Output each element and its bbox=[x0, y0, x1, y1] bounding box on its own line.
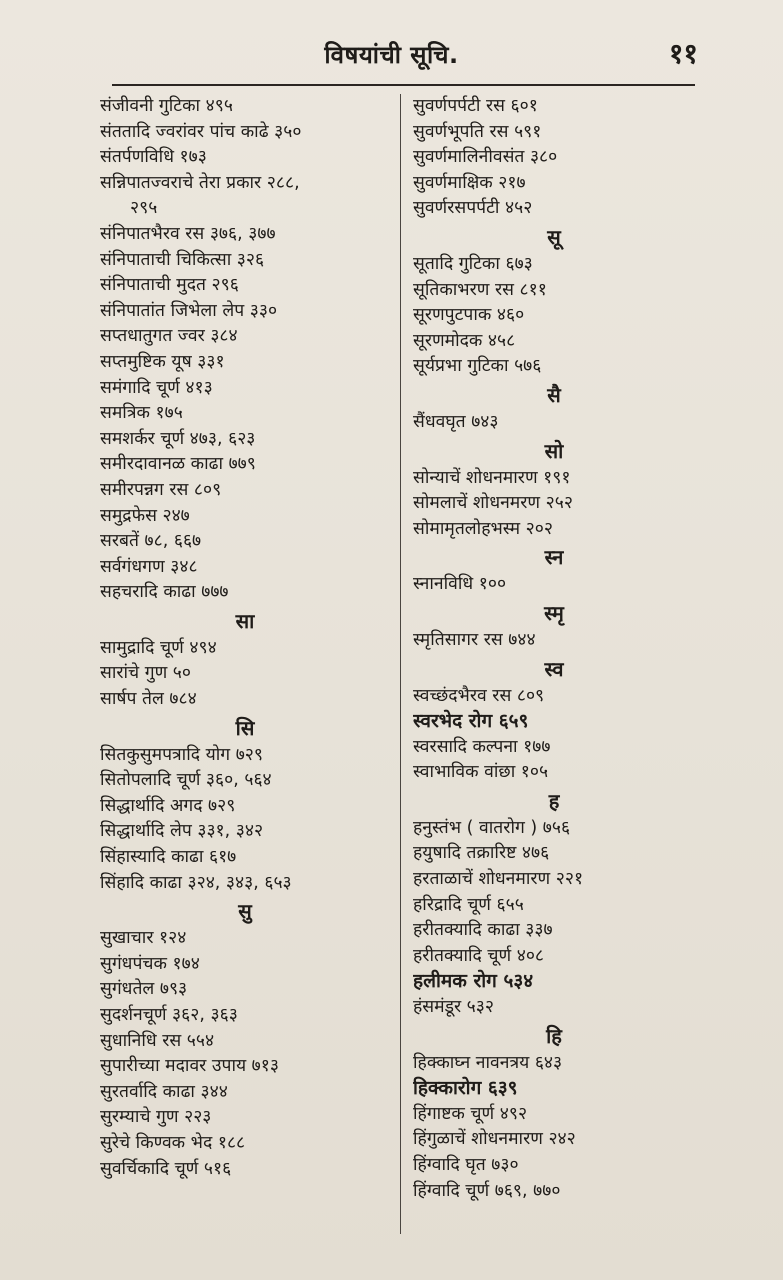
index-entry: हंसमंडूर ५३२ bbox=[413, 997, 494, 1018]
index-entry: समीरदावानळ काढा ७७९ bbox=[100, 454, 256, 475]
index-entry: सुपारीच्या मदावर उपाय ७१३ bbox=[100, 1056, 279, 1077]
index-entry: सामुद्रादि चूर्ण ४९४ bbox=[100, 637, 217, 658]
index-entry: सिद्धार्थादि लेप ३३१, ३४२ bbox=[100, 821, 264, 842]
right-column bbox=[413, 94, 695, 1204]
index-entry: सुवर्णरसपर्पटी ४५२ bbox=[413, 198, 533, 219]
index-entry: सूर्यप्रभा गुटिका ५७६ bbox=[413, 356, 542, 377]
index-entry: सुगंधपंचक १७४ bbox=[100, 953, 200, 974]
index-entry: सुवर्णपर्पटी रस ६०१ bbox=[413, 96, 538, 116]
index-entry: सितोपलादि चूर्ण ३६०, ५६४ bbox=[100, 770, 272, 791]
section-heading-smri: स्मृ bbox=[544, 600, 564, 625]
index-entry: समुद्रफेस २४७ bbox=[100, 505, 190, 526]
index-entry: हरीतक्यादि चूर्ण ४०८ bbox=[413, 945, 545, 966]
index-entry: सुवर्णमाक्षिक २१७ bbox=[413, 172, 526, 193]
index-entry: सुवर्णमालिनीवसंत ३८० bbox=[413, 147, 558, 168]
index-entry: समीरपन्नग रस ८०९ bbox=[100, 479, 222, 500]
index-entry: संनिपातांत जिभेला लेप ३३० bbox=[100, 300, 278, 321]
index-entry: स्नानविधि १०० bbox=[413, 574, 507, 595]
index-entry: सुरम्याचे गुण २२३ bbox=[100, 1107, 212, 1128]
section-heading-sna: स्न bbox=[544, 545, 564, 570]
index-entry: सुरेचे किण्वक भेद १८८ bbox=[100, 1132, 246, 1153]
index-entry: संजीवनी गुटिका ४९५ bbox=[100, 96, 233, 116]
page-number: ११ bbox=[668, 37, 698, 70]
index-entry: स्मृतिसागर रस ७४४ bbox=[413, 629, 536, 650]
index-entry: सन्निपातज्वराचे तेरा प्रकार २८८, bbox=[100, 172, 300, 193]
index-entry: सुरतर्वादि काढा ३४४ bbox=[100, 1081, 228, 1102]
index-entry: संततादि ज्वरांवर पांच काढे ३५० bbox=[100, 121, 302, 142]
index-entry: हिक्काघ्न नावनत्रय ६४३ bbox=[413, 1052, 563, 1073]
index-entry: सर्वगंधगण ३४८ bbox=[100, 556, 198, 577]
index-entry: हिंगुळाचें शोधनमारण २४२ bbox=[413, 1129, 576, 1150]
section-heading-sa: सा bbox=[235, 608, 255, 633]
index-entry: स्वच्छंदभैरव रस ८०९ bbox=[413, 685, 545, 706]
index-entry: हरिद्रादि चूर्ण ६५५ bbox=[413, 894, 524, 915]
index-entry: हिंगाष्टक चूर्ण ४९२ bbox=[413, 1103, 528, 1124]
section-heading-si: सि bbox=[235, 715, 255, 740]
section-heading-so: सो bbox=[544, 438, 564, 463]
index-entry: हिंग्वादि घृत ७३० bbox=[413, 1155, 519, 1175]
index-entry: सोन्याचें शोधनमारण १९१ bbox=[413, 467, 571, 488]
index-entry: सहचरादि काढा ७७७ bbox=[100, 582, 229, 603]
index-entry-bold: हिक्कारोग ६३९ bbox=[413, 1077, 518, 1100]
index-entry: स्वरसादि कल्पना १७७ bbox=[413, 736, 551, 757]
index-entry: संतर्पणविधि १७३ bbox=[100, 147, 207, 168]
index-entry: स्वाभाविक वांछा १०५ bbox=[413, 762, 549, 783]
index-entry: हरीतक्यादि काढा ३३७ bbox=[413, 920, 553, 941]
index-entry-bold: हलीमक रोग ५३४ bbox=[413, 970, 534, 993]
header-rule bbox=[112, 84, 695, 86]
index-entry: सुदर्शनचूर्ण ३६२, ३६३ bbox=[100, 1005, 238, 1025]
index-entry: सितकुसुमपत्रादि योग ७२९ bbox=[100, 744, 263, 765]
index-entry: समंगादि चूर्ण ४१३ bbox=[100, 377, 213, 398]
index-entry: संनिपाताची चिकित्सा ३२६ bbox=[100, 249, 265, 270]
index-entry: हिंग्वादि चूर्ण ७६९, ७७० bbox=[413, 1180, 561, 1201]
page-title: विषयांची सूचि. bbox=[324, 41, 459, 69]
index-entry: सुवर्णभूपति रस ५९१ bbox=[413, 121, 542, 142]
section-heading-soo: सू bbox=[547, 224, 561, 249]
index-entry: समशर्कर चूर्ण ४७३, ६२३ bbox=[100, 428, 256, 449]
index-entry: सरबतें ७८, ६६७ bbox=[100, 531, 202, 552]
index-entry: सुगंधतेल ७९३ bbox=[100, 979, 188, 1000]
index-entry-bold: स्वरभेद रोग ६५९ bbox=[413, 710, 529, 733]
index-entry: हयुषादि तक्रारिष्ट ४७६ bbox=[413, 843, 550, 864]
index-entry: संनिपाताची मुदत २९६ bbox=[100, 275, 239, 296]
index-entry: सुखाचार १२४ bbox=[100, 928, 187, 949]
index-entry: सोमामृतलोहभस्म २०२ bbox=[413, 518, 553, 539]
index-entry: सूतादि गुटिका ६७३ bbox=[413, 253, 533, 274]
index-entry: सूरणमोदक ४५८ bbox=[413, 330, 516, 351]
index-entry: सूतिकाभरण रस ८११ bbox=[413, 279, 547, 300]
index-entry: हनुस्तंभ ( वातरोग ) ७५६ bbox=[413, 817, 571, 838]
index-entry: सोमलाचें शोधनमरण २५२ bbox=[413, 493, 573, 514]
section-heading-hi: हि bbox=[546, 1023, 562, 1048]
section-heading-su: सु bbox=[238, 899, 252, 924]
index-entry: सैंधवघृत ७४३ bbox=[413, 411, 499, 432]
index-entry: सप्तधातुगत ज्वर ३८४ bbox=[100, 326, 238, 347]
index-entry: सूरणपुटपाक ४६० bbox=[413, 305, 525, 326]
index-entry: समत्रिक १७५ bbox=[100, 403, 183, 424]
index-entry: संनिपातभैरव रस ३७६, ३७७ bbox=[100, 223, 276, 244]
section-heading-sai: सै bbox=[547, 382, 561, 407]
index-entry: सिंहास्यादि काढा ६१७ bbox=[100, 847, 237, 868]
index-entry: सुवर्चिकादि चूर्ण ५१६ bbox=[100, 1158, 232, 1179]
section-heading-sva: स्व bbox=[544, 656, 564, 681]
index-entry: सिद्धार्थादि अगद ७२९ bbox=[100, 795, 236, 816]
left-column bbox=[100, 94, 390, 1182]
index-entry: सिंहादि काढा ३२४, ३४३, ६५३ bbox=[100, 872, 292, 893]
section-heading-ha: ह bbox=[548, 788, 560, 813]
index-entry-continuation: २९५ bbox=[130, 198, 158, 219]
index-entry: हरताळाचें शोधनमारण २२१ bbox=[413, 869, 584, 890]
index-entry: सप्तमुष्टिक यूष ३३१ bbox=[100, 351, 225, 372]
column-divider bbox=[400, 94, 401, 1234]
index-entry: सार्षप तेल ७८४ bbox=[100, 689, 197, 710]
index-entry: सारांचे गुण ५० bbox=[100, 663, 191, 684]
index-entry: सुधानिधि रस ५५४ bbox=[100, 1030, 215, 1051]
